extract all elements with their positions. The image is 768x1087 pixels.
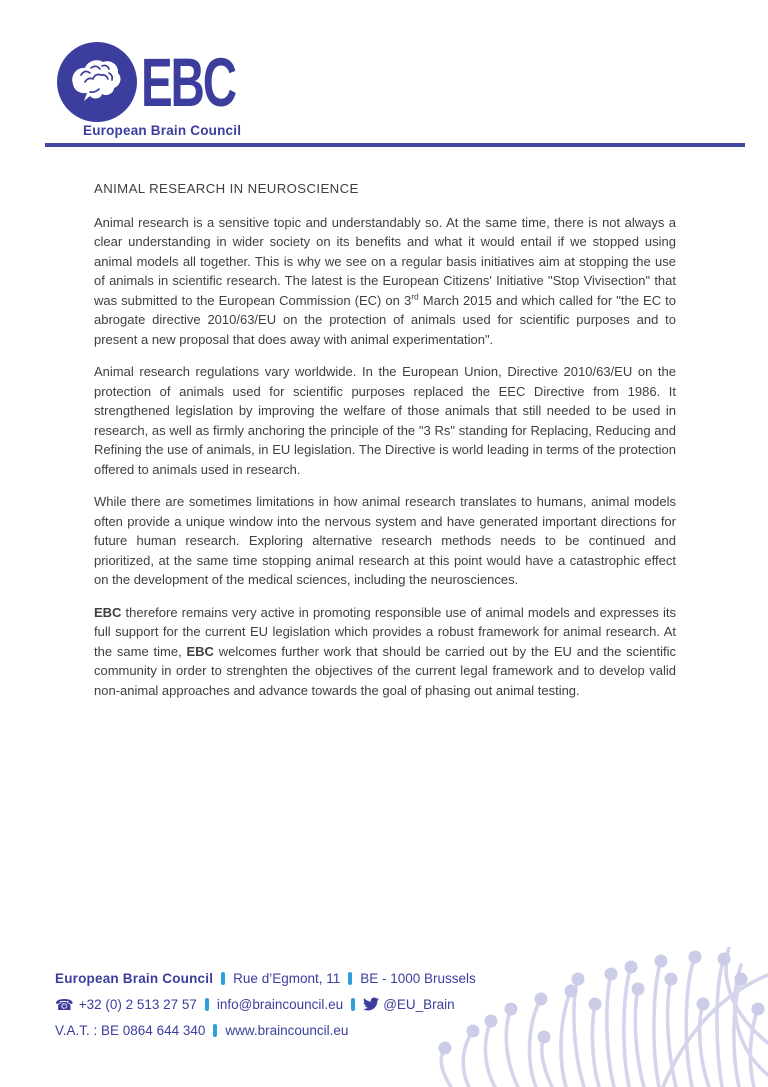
separator-bar [348, 972, 352, 985]
paragraph-4-text: therefore remains very active in promoting responsible use of animal models and expresses its full support for the current EU legislation which provides a robust framework for animal research. At the same time, [94, 604, 676, 659]
document-body [94, 179, 676, 713]
paragraph-1-text: Animal research is a sensitive topic and understandably so. At the same time, there is not always a clear understanding in wider society on its benefits and what it would entail if we stopped using animal models all together. This is why we see on a regular basis initiatives aim at stopping the use of animals in scientific research. The latest is the European Citizens' Initiative "Stop Vivisection" that was submitted to the European Commission (EC) on 3 [94, 214, 676, 308]
header-divider [45, 143, 745, 147]
ebc-logo [57, 42, 271, 122]
phone-icon: ☎ [55, 996, 74, 1014]
ordinal-superscript: rd [411, 291, 419, 302]
paragraph-4 [94, 603, 676, 701]
logo-org-name: European Brain Council [83, 123, 242, 138]
footer-vat: V.A.T. : BE 0864 644 340 [55, 1023, 206, 1038]
footer-city: BE - 1000 Brussels [360, 971, 476, 986]
twitter-icon [363, 996, 379, 1012]
footer-line-address [55, 966, 476, 992]
page-title: ANIMAL RESEARCH IN NEUROSCIENCE [94, 181, 359, 196]
separator-bar [213, 1024, 217, 1037]
paragraph-1 [94, 213, 676, 350]
paragraph-3: While there are sometimes limitations in how animal research translates to humans, animal models often provide a unique window into the nervous system and have generated important directions for future human research. Exploring alternative research methods needs to be continued and prioritized, at the same time stopping animal research at this point would have a catastrophic effect on the development of the medical sciences, including the neurosciences. [94, 494, 676, 587]
separator-bar [221, 972, 225, 985]
footer-phone: +32 (0) 2 513 27 57 [78, 997, 197, 1012]
footer-website-link[interactable]: www.braincouncil.eu [225, 1023, 349, 1038]
separator-bar [205, 998, 209, 1011]
footer-email-link[interactable]: info@braincouncil.eu [216, 997, 344, 1012]
ebc-bold: EBC [94, 604, 122, 620]
paragraph-1-text-cont: March 2015 and which called for "the EC to abrogate directive 2010/63/EU on the protection of animals used for scientific purposes and to present a new proposal that does away with animal experimentation". [94, 292, 676, 347]
paragraph-4-text-cont: welcomes further work that should be carried out by the EU and the scientific community in order to strenghten the objectives of the current legal framework and to develop valid non-animal approaches and advance towards the goal of phasing out animal testing. [94, 643, 676, 698]
ebc-bold: EBC [186, 643, 214, 659]
footer-line-contact [55, 992, 476, 1018]
separator-bar [351, 998, 355, 1011]
footer-street: Rue d’Egmont, 11 [233, 971, 341, 986]
logo-abbreviation: EBC [141, 43, 235, 121]
brain-icon [57, 42, 137, 122]
letterhead-header [57, 42, 271, 138]
paragraph-2: Animal research regulations vary worldwide. In the European Union, Directive 2010/63/EU on the protection of animals used for scientific purposes replaced the EEC Directive from 1986. It strengthened legislation by improving the welfare of those animals that still needed to be used in research, as well as firmly anchoring the principle of the "3 Rs" standing for Replacing, Reducing and Refining the use of animals, in EU legislation. The Directive is world leading in terms of the protection offered to animals used in research. [94, 364, 676, 477]
footer-line-vat [55, 1018, 476, 1044]
footer-twitter-handle[interactable]: @EU_Brain [383, 997, 455, 1012]
footer-org-name: European Brain Council [55, 971, 214, 986]
letterhead-footer [55, 966, 476, 1044]
